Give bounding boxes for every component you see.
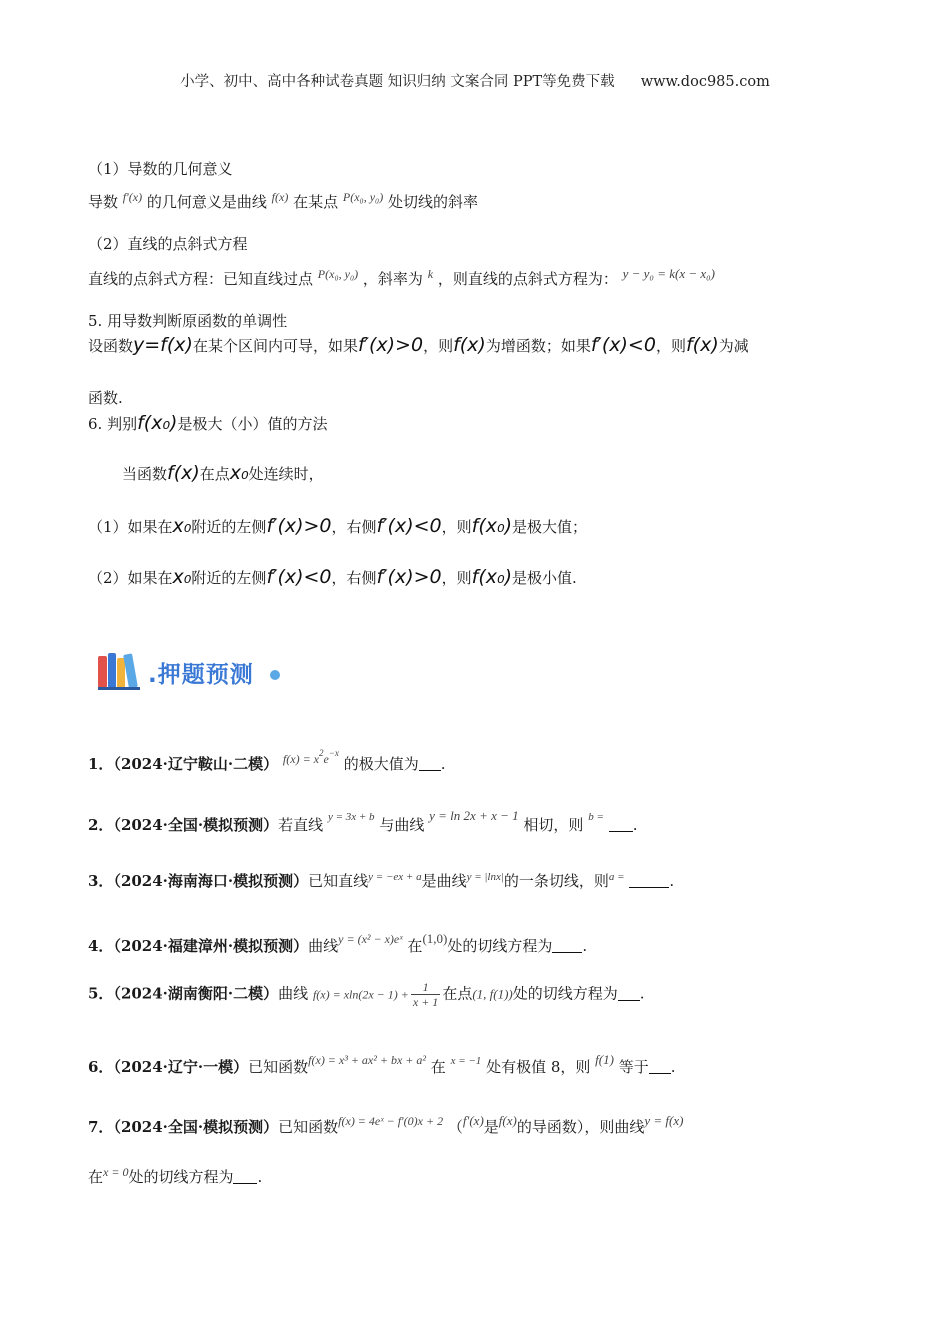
header-site: www.doc985.com: [640, 74, 770, 90]
math: f(x₀): [471, 515, 513, 537]
math: x = −1: [450, 1055, 482, 1067]
problem-source: （2024·辽宁鞍山·二模）: [113, 755, 279, 773]
problem-source: （2024·湖南衡阳·二模）: [113, 984, 279, 1003]
text: 处连续时，: [248, 465, 324, 483]
text: 在: [407, 937, 423, 955]
text: 处的切线方程为: [447, 937, 553, 955]
text: ，则: [423, 337, 454, 355]
text: 与曲线: [379, 816, 425, 834]
page-header: [0, 70, 950, 91]
text: 的一条切线，则: [503, 872, 609, 890]
problem-6: [88, 1052, 676, 1077]
math: y = f(x): [644, 1113, 684, 1128]
text: 附近的左侧: [191, 569, 267, 587]
banner-dot-icon: [270, 670, 280, 680]
text: 在某个区间内可导，如果: [192, 337, 358, 355]
math-fx0: f(x₀): [137, 412, 178, 434]
text: .: [582, 937, 588, 955]
math: y = |lnx|: [466, 871, 504, 883]
math-fprime-neg: f′(x)<0: [590, 334, 656, 356]
math-k: k: [427, 267, 434, 281]
text: 设函数: [88, 337, 134, 355]
math: b =: [588, 811, 604, 823]
text: 已知函数: [278, 1118, 339, 1136]
text: .: [669, 872, 675, 890]
math-fx: f(x): [271, 190, 289, 204]
text: .: [639, 984, 645, 1003]
math-point-slope: y − y₀ = k(x − x₀): [622, 266, 715, 281]
math: a =: [608, 871, 625, 883]
math-exp: −x: [328, 748, 339, 758]
problem-source: （2024·全国·模拟预测）: [113, 816, 279, 834]
text: 处有极值 8，则: [486, 1058, 591, 1076]
banner-title: [148, 656, 254, 689]
problem-number: 1．: [88, 755, 114, 773]
problem-number: 5．: [88, 984, 114, 1003]
answer-blank[interactable]: [629, 873, 669, 888]
math: y = ln 2x + x − 1: [429, 808, 519, 823]
text: 相切，则: [523, 816, 584, 834]
text: ，则直线的点斜式方程为：: [437, 270, 618, 288]
problem-number: 6．: [88, 1058, 114, 1076]
math: f(1): [595, 1052, 614, 1067]
problem-number: 2．: [88, 816, 114, 834]
text: 等于: [618, 1058, 649, 1076]
math: y = (x² − x)eˣ: [338, 932, 403, 946]
text: 是极大（小）值的方法: [177, 415, 328, 433]
math: e: [323, 752, 329, 766]
section-1-title: （1）导数的几何意义: [88, 160, 233, 178]
section-1-line: [88, 190, 478, 212]
problem-source: （2024·海南海口·模拟预测）: [113, 872, 309, 890]
section-2-line: [88, 266, 715, 289]
math-x0: x₀: [172, 515, 192, 537]
text: 是极小值.: [512, 569, 577, 587]
problem-7-cont: [88, 1165, 262, 1187]
text: 已知函数: [248, 1058, 309, 1076]
banner-dot: .: [148, 662, 158, 688]
math: (1, f(1)): [472, 986, 513, 1002]
text: （1）如果在: [88, 518, 173, 536]
text: 直线的点斜式方程：已知直线过点: [88, 270, 314, 288]
text: 处的切线方程为: [512, 984, 618, 1003]
text: 是: [483, 1118, 499, 1136]
problem-number: 3．: [88, 872, 114, 890]
text: .: [632, 816, 638, 834]
section-5-cont: 函数.: [88, 389, 123, 407]
text: ，则: [441, 518, 472, 536]
text: 的极大值为: [343, 755, 419, 773]
math: f(x) = x: [282, 752, 319, 766]
text: ，则: [655, 337, 686, 355]
text: （2）如果在: [88, 569, 173, 587]
header-text: 小学、初中、高中各种试卷真题 知识归纳 文案合同 PPT等免费下载: [180, 74, 615, 90]
answer-blank[interactable]: [233, 1169, 257, 1184]
text: 曲线: [278, 984, 309, 1003]
answer-blank[interactable]: [649, 1059, 671, 1074]
text: 的几何意义是曲线: [146, 193, 267, 211]
section-2-title: （2）直线的点斜式方程: [88, 235, 248, 253]
section-5-line: [88, 334, 749, 356]
section-6-cond: [122, 462, 324, 484]
math-fprime-pos: f′(x)>0: [357, 334, 424, 356]
math: f′(x): [462, 1113, 484, 1128]
math-fprime: f′(x): [122, 190, 143, 204]
answer-blank[interactable]: [609, 817, 633, 832]
banner-title-text: 押题预测: [157, 662, 254, 688]
text: 曲线: [308, 937, 339, 955]
math-x0: x₀: [229, 462, 249, 484]
math-point: P(x₀, y₀): [342, 190, 384, 204]
text: 在: [88, 1168, 104, 1186]
text: 是极大值；: [512, 518, 588, 536]
problem-5: [88, 980, 645, 1009]
answer-blank[interactable]: [552, 938, 582, 953]
fraction-numerator: 1: [411, 980, 440, 995]
math-fx: f(x): [167, 462, 200, 484]
math: f(x): [498, 1113, 517, 1128]
text: 是曲线: [421, 872, 467, 890]
math: f′(x)>0: [376, 566, 442, 588]
math: f′(x)<0: [266, 566, 332, 588]
text: 当函数: [122, 465, 168, 483]
math: y = −ex + a: [368, 871, 422, 883]
math: f′(x)<0: [376, 515, 442, 537]
problem-number: 7．: [88, 1118, 114, 1136]
math: f(x₀): [471, 566, 513, 588]
section-6-rule-1: [88, 515, 587, 537]
text: ，则: [441, 569, 472, 587]
problem-2: [88, 808, 637, 835]
text: 处切线的斜率: [388, 193, 479, 211]
text: 在某点: [293, 193, 339, 211]
problem-source: （2024·全国·模拟预测）: [113, 1118, 279, 1136]
problem-number: 4．: [88, 937, 114, 955]
text: 为减: [718, 337, 749, 355]
math-y-fx: y=f(x): [133, 334, 193, 356]
problem-source: （2024·福建漳州·模拟预测）: [113, 937, 309, 955]
text: .: [257, 1168, 263, 1186]
fraction-denominator: x + 1: [412, 995, 439, 1009]
text: 附近的左侧: [191, 518, 267, 536]
text: ，右侧: [331, 569, 377, 587]
math: y = 3x + b: [327, 811, 375, 823]
math-fx: f(x): [453, 334, 486, 356]
problem-source: （2024·辽宁·一模）: [113, 1058, 249, 1076]
math-fraction: [411, 980, 440, 1009]
text: ，斜率为: [362, 270, 423, 288]
answer-blank[interactable]: [618, 986, 640, 1001]
math: (1,0): [422, 931, 448, 946]
math: f(x) = 4eˣ − f′(0)x + 2: [338, 1114, 444, 1128]
text: 的导函数），则曲线: [516, 1118, 645, 1136]
math-x0: x₀: [172, 566, 192, 588]
math: f(x) = x³ + ax² + bx + a²: [308, 1053, 426, 1067]
text: （: [447, 1118, 463, 1136]
math-point: P(x₀, y₀): [317, 267, 359, 281]
text: 处的切线方程为: [128, 1168, 234, 1186]
text: .: [440, 755, 446, 773]
text: 已知直线: [308, 872, 369, 890]
problem-4: [88, 931, 587, 956]
text: ，右侧: [331, 518, 377, 536]
text: 若直线: [278, 816, 324, 834]
text: 为增函数；如果: [485, 337, 591, 355]
text: 在点: [442, 984, 473, 1003]
math: x = 0: [103, 1165, 129, 1179]
section-6-title: [88, 412, 327, 434]
problem-7: [88, 1113, 683, 1137]
problem-1: [88, 748, 445, 774]
math-fx: f(x): [685, 334, 719, 356]
books-icon: [96, 650, 148, 694]
text: 在点: [199, 465, 230, 483]
section-5-title: 5. 用导数判断原函数的单调性: [88, 312, 288, 330]
math-exp: 2: [319, 748, 324, 758]
math: f′(x)>0: [266, 515, 332, 537]
section-banner: [96, 650, 296, 694]
section-6-rule-2: [88, 566, 577, 588]
text: 导数: [88, 193, 119, 211]
answer-blank[interactable]: [419, 756, 441, 771]
math: f(x) = xln(2x − 1) +: [312, 987, 409, 1002]
text: .: [670, 1058, 676, 1076]
text: 6. 判别: [88, 415, 138, 433]
problem-3: [88, 870, 674, 891]
text: 在: [430, 1058, 446, 1076]
